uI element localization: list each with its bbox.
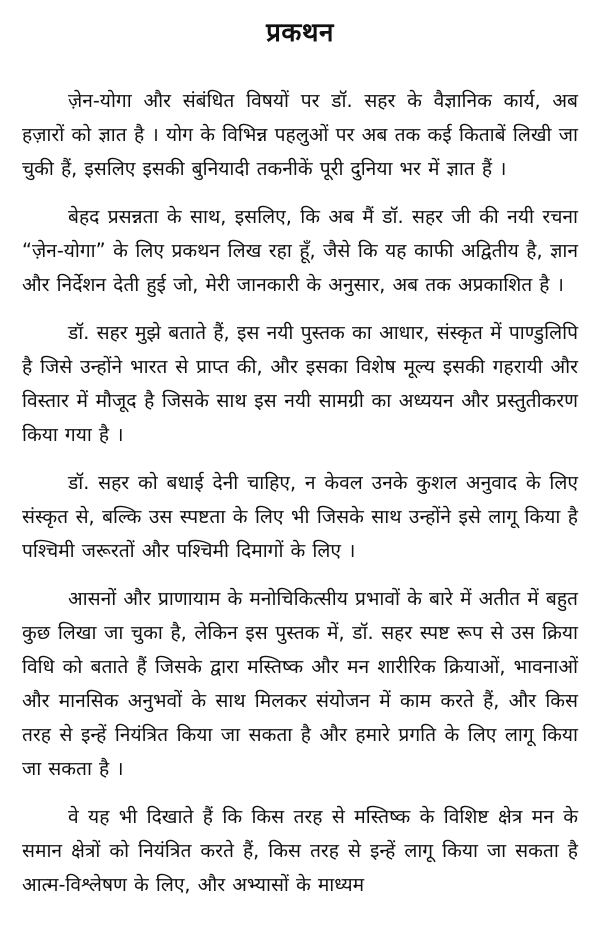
paragraph-5: आसनों और प्राणायाम के मनोचिकित्सीय प्रभावों के बारे में अतीत में बहुत कुछ लिखा जा चुका है, लेकिन इस पुस्तक में, डॉ. सहर स्पष्ट रूप से उस क्रिया विधि को बताते हैं जिसके द्वारा मस्तिष्क और मन शारीरिक क्रियाओं, भावनाओं और मानसिक अनुभवों के साथ मिलकर संयोजन में काम करते हैं, और किस तरह से इन्हें नियंत्रित किया जा सकता है और हमारे प्रगति के लिए लागू किया जा सकता है । xyxy=(22,587,578,780)
page-title: प्रकथन xyxy=(266,18,334,48)
paragraph-4: डॉ. सहर को बधाई देनी चाहिए, न केवल उनके कुशल अनुवाद के लिए संस्कृत से, बल्कि उस स्पष्टता के लिए भी जिसके साथ उन्होंने इसे लागू किया है पश्चिमी जरूरतों और पश्चिमी दिमागों के लिए । xyxy=(22,471,578,562)
paragraph-1: ज़ेन-योगा और संबंधित विषयों पर डॉ. सहर के वैज्ञानिक कार्य, अब हज़ारों को ज्ञात है । योग के विभिन्न पहलुओं पर अब तक कई किताबें लिखी जा चुकी हैं, इसलिए इसकी बुनियादी तकनीकें पूरी दुनिया भर में ज्ञात हैं । xyxy=(22,89,578,180)
paragraph-3: डॉ. सहर मुझे बताते हैं, इस नयी पुस्तक का आधार, संस्कृत में पाण्डुलिपि है जिसे उन्होंने भारत से प्राप्त की, और इसका विशेष मूल्य इसकी गहरायी और विस्तार में मौजूद है जिसके साथ इस नयी सामग्री का अध्ययन और प्रस्तुतीकरण किया गया है । xyxy=(22,321,578,446)
paragraph-6: वे यह भी दिखाते हैं कि किस तरह से मस्तिष्क के विशिष्ट क्षेत्र मन के समान क्षेत्रों को नियंत्रित करते हैं, किस तरह से इन्हें लागू किया जा सकता है आत्म-विश्लेषण के लिए, और अभ्यासों के माध्यम xyxy=(22,805,578,896)
paragraph-2: बेहद प्रसन्नता के साथ, इसलिए, कि अब मैं डॉ. सहर जी की नयी रचना “ज़ेन-योगा” के लिए प्रकथन लिख रहा हूँ, जैसे कि यह काफी अद्वितीय है, ज्ञान और निर्देशन देती हुई जो, मेरी जानकारी के अनुसार, अब तक अप्रकाशित है । xyxy=(22,205,578,296)
